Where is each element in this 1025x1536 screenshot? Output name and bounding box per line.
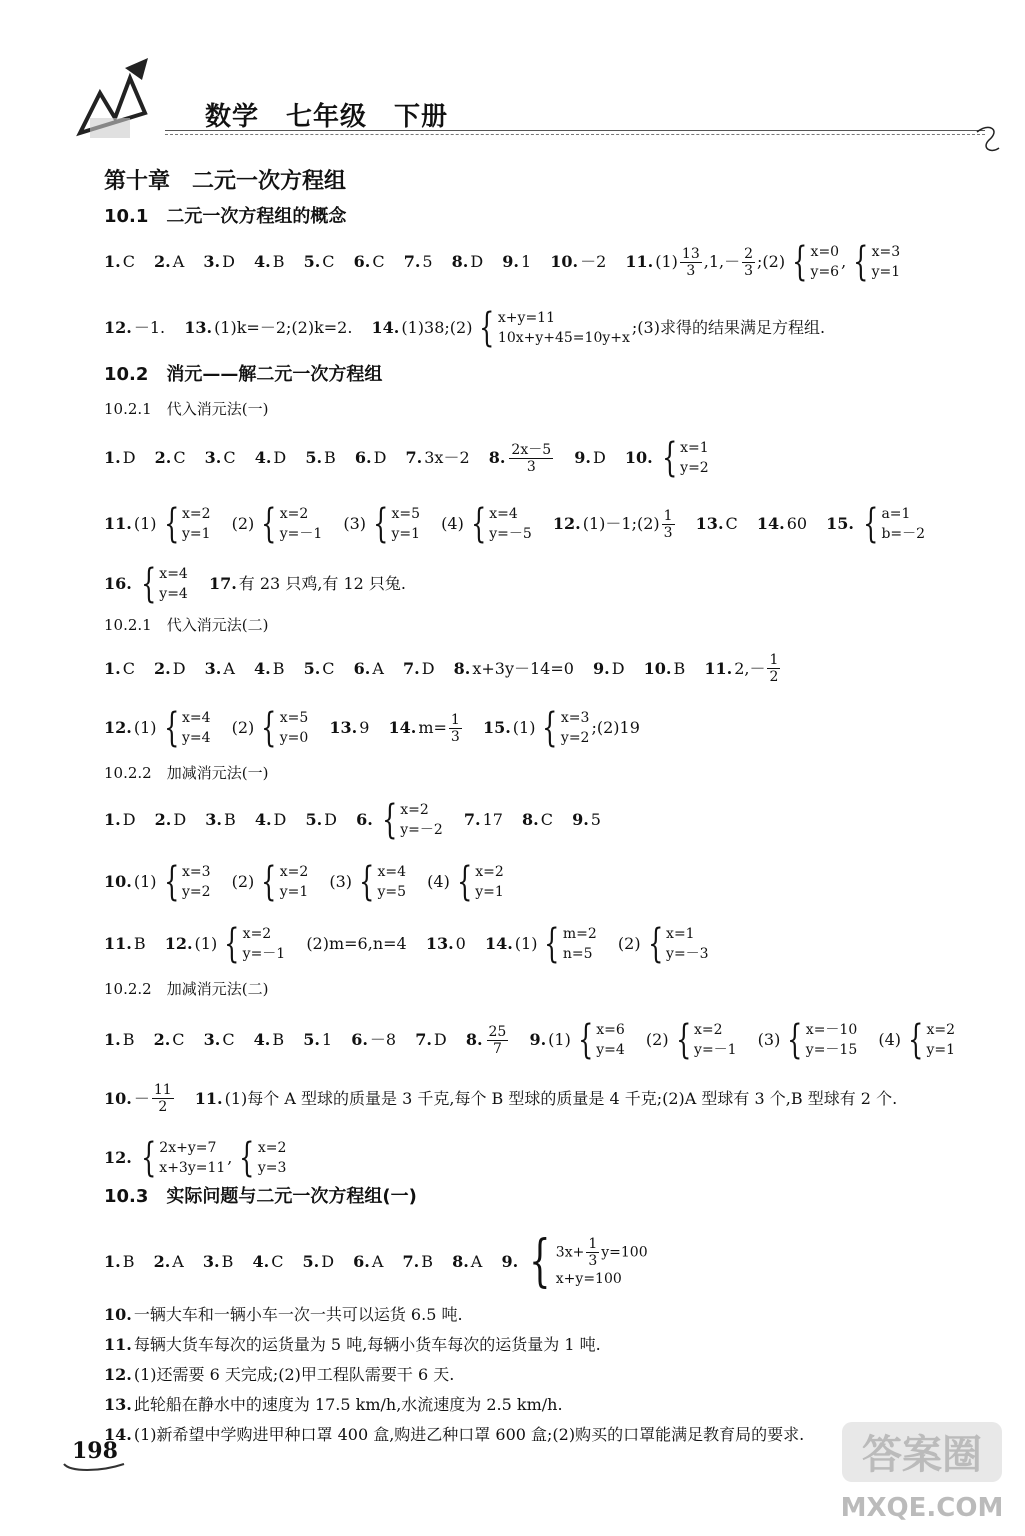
swirl-ornament-icon — [975, 118, 1005, 158]
subsection-title: 10.2.1 代入消元法(一) — [104, 400, 269, 418]
section-10-3-title: 10.3 实际问题与二元一次方程组(一) — [104, 1186, 417, 1207]
header-title: 数学 七年级 下册 — [205, 102, 449, 132]
answer-line-10-2-2a-2: 10. (1) { x=3 y=2 (2) { x=2 y=1 (3) { x=4 y=5 (4) { x=2 y=1 — [104, 859, 504, 905]
answer-line-10-2-2b-3: 12. { 2x+y=7 x+3y=11 , { x=2 y=3 — [104, 1135, 287, 1181]
answer-line-10-2-1a-2: 11. (1) { x=2 y=1 (2) { x=2 y=－1 (3) { x=5 y=1 (4) { x=4 y=－5 12. (1)－1;(2) $\frac{1}{3}$ 13. C 14. 60 15. { a=1 b=－2 — [104, 501, 926, 547]
answer-line-10-2-2a-1: 1. D 2. D 3. B 4. D 5. D 6. { x=2 y=－2 7. 17 8. C 9. 5 — [104, 797, 601, 843]
section-10-2-title: 10.2 消元——解二元一次方程组 — [104, 364, 383, 385]
header-rule — [165, 130, 985, 131]
answer-line-10-2-1a-3: 16. { x=4 y=4 17. 有 23 只鸡,有 12 只兔. — [104, 561, 407, 607]
answer-line-10-2-1b-2: 12. (1) { x=4 y=4 (2) { x=5 y=0 13. 9 14. m= $\frac{1}{3}$ 15. (1) { x=3 y=2 ;(2)19 — [104, 705, 640, 751]
answer-line-10-1-a: 1. C 2. A 3. D 4. B 5. C 6. C 7. 5 8. D 9. 1 10. －2 11. (1) $\frac{13}{3}$ ,1,－ $\frac{2}{3}$ ;(2) { x=0 y=6 , { x=3 y=1 — [104, 239, 901, 285]
page-number: 198 — [72, 1438, 118, 1464]
answer-line-10-2-2a-3: 11. B 12. (1) { x=2 y=－1 (2)m=6,n=4 13. 0 14. (1) { m=2 n=5 (2) { x=1 y=－3 — [104, 921, 709, 967]
answer-11: 11. 每辆大货车每次的运货量为 5 吨,每辆小货车每次的运货量为 1 吨. — [104, 1335, 601, 1354]
answer-12: 12. (1)还需要 6 天完成;(2)甲工程队需要干 6 天. — [104, 1365, 455, 1384]
answer-14: 14. (1)新希望中学购进甲种口罩 400 盒,购进乙种口罩 600 盒;(2)购买的口罩能满足教育局的要求. — [104, 1425, 805, 1444]
svg-text:答案圈: 答案圈 — [862, 1432, 982, 1478]
answer-line-10-2-1b-1: 1. C 2. D 3. A 4. B 5. C 6. A 7. D 8. x+3y－14=0 9. D 10. B 11. 2,－ $\frac{1}{2}$ — [104, 652, 779, 685]
answer-line-10-2-2b-1: 1. B 2. C 3. C 4. B 5. 1 6. －8 7. D 8. $\frac{25}{7}$ 9. (1) { x=6 y=4 (2) { x=2 y=－1 (3) { x=－10 y=－15 (4) { x=2 y=1 — [104, 1017, 956, 1063]
answer-line-10-3-1: 1. B 2. A 3. B 4. C 5. D 6. A 7. B 8. A 9. { 3x+ $\frac{1}{3}$ y=100 x+y=100 — [104, 1229, 648, 1294]
section-10-1-title: 10.1 二元一次方程组的概念 — [104, 206, 347, 227]
answer-line-10-1-b: 12. －1. 13. (1)k=－2;(2)k=2. 14. (1)38;(2) { x+y=11 10x+y+45=10y+x ;(3)求得的结果满足方程组. — [104, 305, 826, 351]
book-logo-icon — [70, 58, 180, 148]
answer-13: 13. 此轮船在静水中的速度为 17.5 km/h,水流速度为 2.5 km/h. — [104, 1395, 563, 1414]
subsection-title: 10.2.2 加减消元法(一) — [104, 764, 269, 782]
svg-text:MXQE.COM: MXQE.COM — [840, 1493, 1004, 1523]
answer-line-10-2-2b-2: 10. － $\frac{11}{2}$ 11. (1)每个 A 型球的质量是 3 千克,每个 B 型球的质量是 4 千克;(2)A 型球有 3 个,B 型球有 2 个. — [104, 1082, 898, 1115]
answer-10: 10. 一辆大车和一辆小车一次一共可以运货 6.5 吨. — [104, 1305, 463, 1324]
chapter-title: 第十章 二元一次方程组 — [104, 168, 347, 194]
header-rule-dashed — [165, 134, 985, 135]
subsection-title: 10.2.2 加减消元法(二) — [104, 980, 269, 998]
subsection-title: 10.2.1 代入消元法(二) — [104, 616, 269, 634]
answer-line-10-2-1a-1: 1. D 2. C 3. C 4. D 5. B 6. D 7. 3x－2 8. $\frac{2x-5}{3}$ 9. D 10. { x=1 y=2 — [104, 435, 709, 481]
page-header — [70, 58, 1005, 168]
watermark-logo-icon — [838, 1418, 1008, 1528]
